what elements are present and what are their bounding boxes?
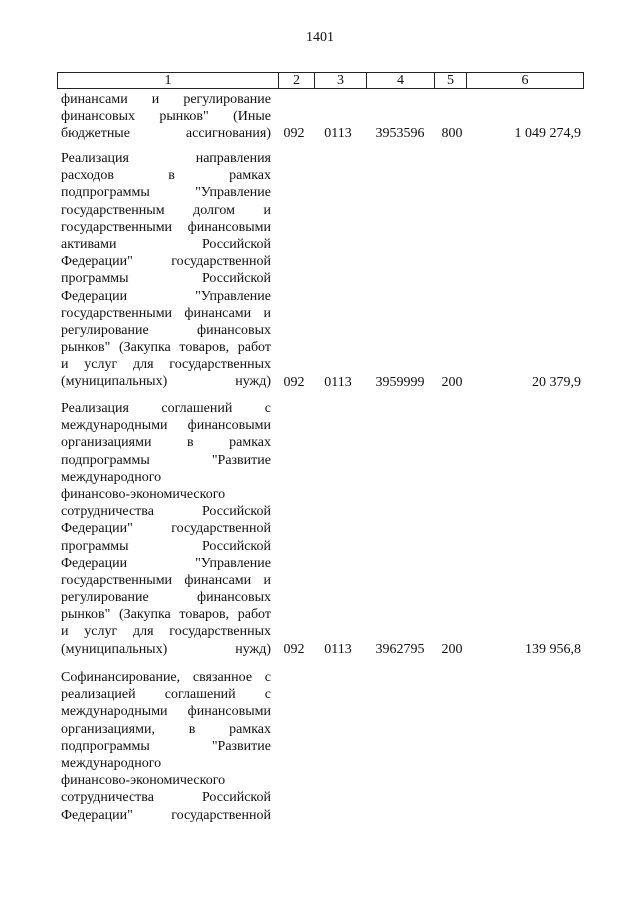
description-line: организациями в рамках xyxy=(61,435,271,451)
description-line: финансами и регулирование xyxy=(61,92,271,107)
amount-value: 1 049 274,9 xyxy=(514,126,581,142)
description-line: (муниципальных) нужд) xyxy=(61,641,271,657)
section-code: 0113 xyxy=(324,126,352,142)
description-line: международными финансовыми xyxy=(61,418,271,434)
description-line: активами Российской xyxy=(61,236,271,252)
description-line: и услуг для государственных xyxy=(61,624,271,640)
description-line: Федерации "Управление xyxy=(61,555,271,571)
description-line: подпрограммы "Развитие xyxy=(61,452,271,468)
description-line: программы Российской xyxy=(61,538,271,554)
header-col-2: 2 xyxy=(279,73,315,88)
ministry-code: 092 xyxy=(283,374,305,390)
description-line: программы Российской xyxy=(61,271,271,287)
description-line: рынков" (Закупка товаров, работ xyxy=(61,340,271,356)
header-col-6: 6 xyxy=(521,73,529,88)
row-description xyxy=(61,669,271,824)
row-description xyxy=(61,150,271,391)
expense-type-code: 200 xyxy=(441,374,463,390)
description-line: международными финансовыми xyxy=(61,704,271,720)
description-line: регулирование финансовых xyxy=(61,590,271,606)
description-line: государственными финансовыми xyxy=(61,219,271,235)
description-line: Федерации" государственной xyxy=(61,521,271,537)
header-col-3: 3 xyxy=(315,73,367,88)
description-line: бюджетные ассигнования) xyxy=(61,126,271,142)
description-line: Софинансирование, связанное с xyxy=(61,670,271,685)
description-line: финансовых рынков" (Иные xyxy=(61,109,271,125)
target-code: 3953596 xyxy=(375,126,425,142)
description-line: подпрограммы "Развитие xyxy=(61,738,271,754)
target-code: 3959999 xyxy=(375,374,425,390)
row-description xyxy=(61,91,271,143)
description-line: финансово-экономического xyxy=(61,773,226,789)
description-line: (муниципальных) нужд) xyxy=(61,374,271,390)
section-code: 0113 xyxy=(324,641,352,657)
amount-value: 139 956,8 xyxy=(525,641,581,657)
description-line: Реализация направления xyxy=(61,151,271,166)
description-line: подпрограммы "Управление xyxy=(61,185,271,201)
expense-type-code: 200 xyxy=(441,641,463,657)
row-description xyxy=(61,400,271,658)
table-header xyxy=(57,72,584,89)
description-line: государственными финансами и xyxy=(61,305,271,321)
description-line: рынков" (Закупка товаров, работ xyxy=(61,607,271,623)
header-col-5: 5 xyxy=(435,73,467,88)
description-line: регулирование финансовых xyxy=(61,322,271,338)
description-line: государственным долгом и xyxy=(61,202,271,218)
ministry-code: 092 xyxy=(283,641,305,657)
description-line: сотрудничества Российской xyxy=(61,504,271,520)
description-line: Федерации" государственной xyxy=(61,807,271,823)
description-line: организациями, в рамках xyxy=(61,721,271,737)
description-line: сотрудничества Российской xyxy=(61,790,271,806)
description-line: реализацией соглашений с xyxy=(61,687,271,703)
target-code: 3962795 xyxy=(375,641,425,657)
amount-value: 20 379,9 xyxy=(532,374,581,390)
section-code: 0113 xyxy=(324,374,352,390)
header-col-4: 4 xyxy=(367,73,435,88)
description-line: финансово-экономического xyxy=(61,486,226,502)
description-line: и услуг для государственных xyxy=(61,357,271,373)
expense-type-code: 800 xyxy=(441,126,463,142)
page-number: 1401 xyxy=(306,30,334,45)
description-line: Федерации "Управление xyxy=(61,288,271,304)
description-line: международного xyxy=(61,469,162,485)
description-line: расходов в рамках xyxy=(61,168,271,184)
description-line: Федерации" государственной xyxy=(61,254,271,270)
header-col-1: 1 xyxy=(58,73,279,88)
description-line: Реализация соглашений с xyxy=(61,401,271,416)
description-line: государственными финансами и xyxy=(61,572,271,588)
ministry-code: 092 xyxy=(283,126,305,142)
description-line: международного xyxy=(61,755,162,771)
